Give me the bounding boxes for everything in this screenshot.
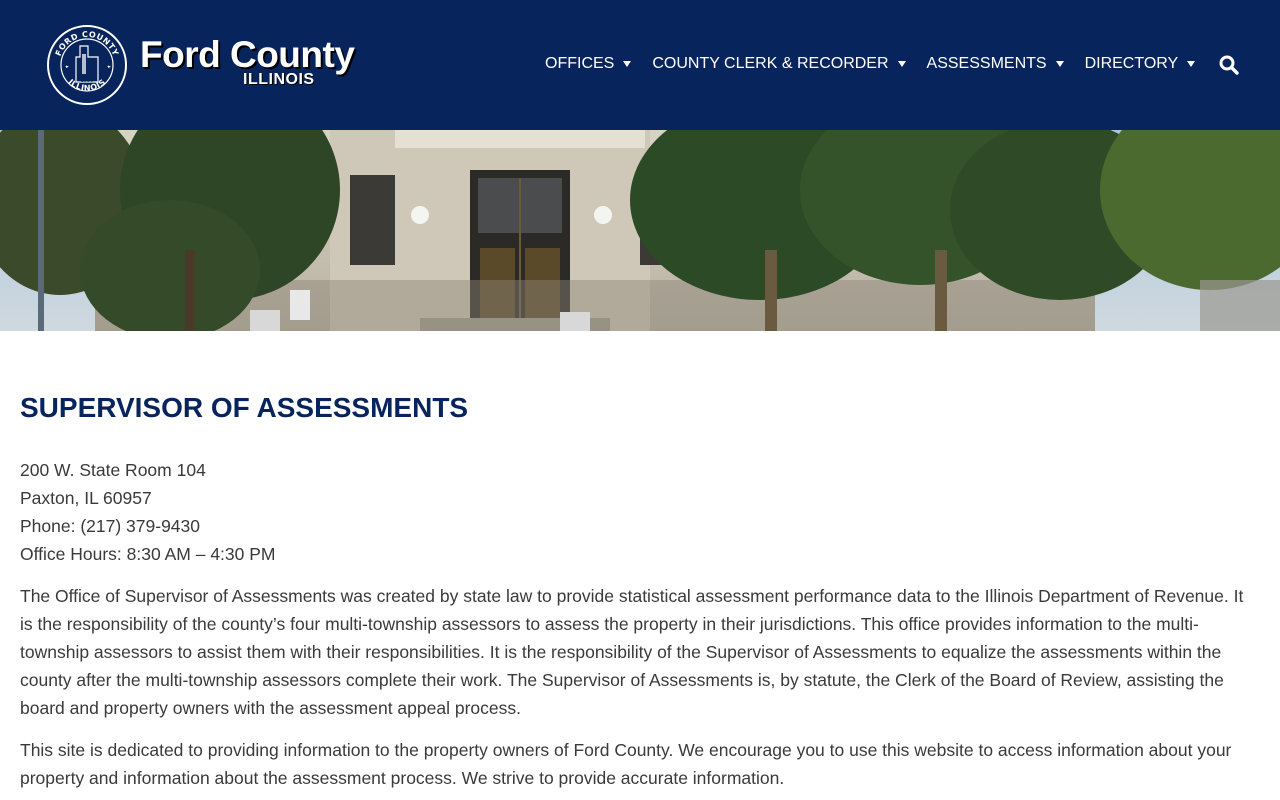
address-hours: Office Hours: 8:30 AM – 4:30 PM (20, 544, 276, 564)
brand-state: ILLINOIS (243, 71, 315, 88)
nav-item-county-clerk-recorder[interactable] (652, 55, 905, 73)
page-title: SUPERVISOR OF ASSESSMENTS (20, 392, 469, 423)
address-street: 200 W. State Room 104 (20, 460, 206, 480)
hero-courthouse-image (0, 130, 1280, 331)
nav-item-label: DIRECTORY (1084, 55, 1179, 72)
address-city: Paxton, IL 60957 (20, 488, 152, 508)
main-nav (545, 52, 1216, 76)
address-phone: Phone: (217) 379-9430 (20, 516, 200, 536)
site-purpose-paragraph: This site is dedicated to providing information to the property owners of Ford County. We encourage you to use this website to access information about your property and information about the assessment process. We strive to provide accurate information. (20, 740, 1232, 788)
nav-item-directory[interactable] (1085, 55, 1196, 73)
search-icon[interactable] (1218, 54, 1240, 76)
site-header (0, 0, 1280, 130)
caret-down-icon (623, 61, 631, 67)
nav-item-assessments[interactable] (927, 55, 1064, 73)
nav-item-label: OFFICES (545, 55, 615, 72)
seal-year: 1856 (80, 78, 94, 84)
intro-paragraph: The Office of Supervisor of Assessments was created by state law to provide statistical assessment performance data to the Illinois Department of Revenue. It is the responsibility of the county’s four multi-township assessors to assess the property in their jurisdictions. This office provides information to the multi-township assessors to assist them with their responsibilities. It is the responsibility of the Supervisor of Assessments to equalize the assessments within the county after the multi-township assessors complete their work. The Supervisor of Assessments is, by statute, the Clerk of the Board of Review, assisting the board and property owners with the assessment appeal process. (20, 586, 1244, 718)
caret-down-icon (898, 61, 906, 67)
main-content (20, 384, 1260, 792)
brand-name: Ford County (140, 34, 355, 75)
caret-down-icon (1056, 61, 1064, 67)
seal-top-text: FORD COUNTY (53, 29, 121, 58)
county-seal-icon (46, 24, 128, 106)
caret-down-icon (1187, 61, 1195, 67)
nav-item-offices[interactable] (545, 55, 631, 73)
office-address (20, 456, 1260, 568)
nav-item-label: COUNTY CLERK & RECORDER (652, 55, 889, 72)
courthouse-photo (0, 130, 1280, 331)
nav-item-label: ASSESSMENTS (926, 55, 1047, 72)
seal-bottom-text: ILLINOIS (66, 77, 108, 93)
home-logo-link[interactable] (46, 24, 355, 106)
